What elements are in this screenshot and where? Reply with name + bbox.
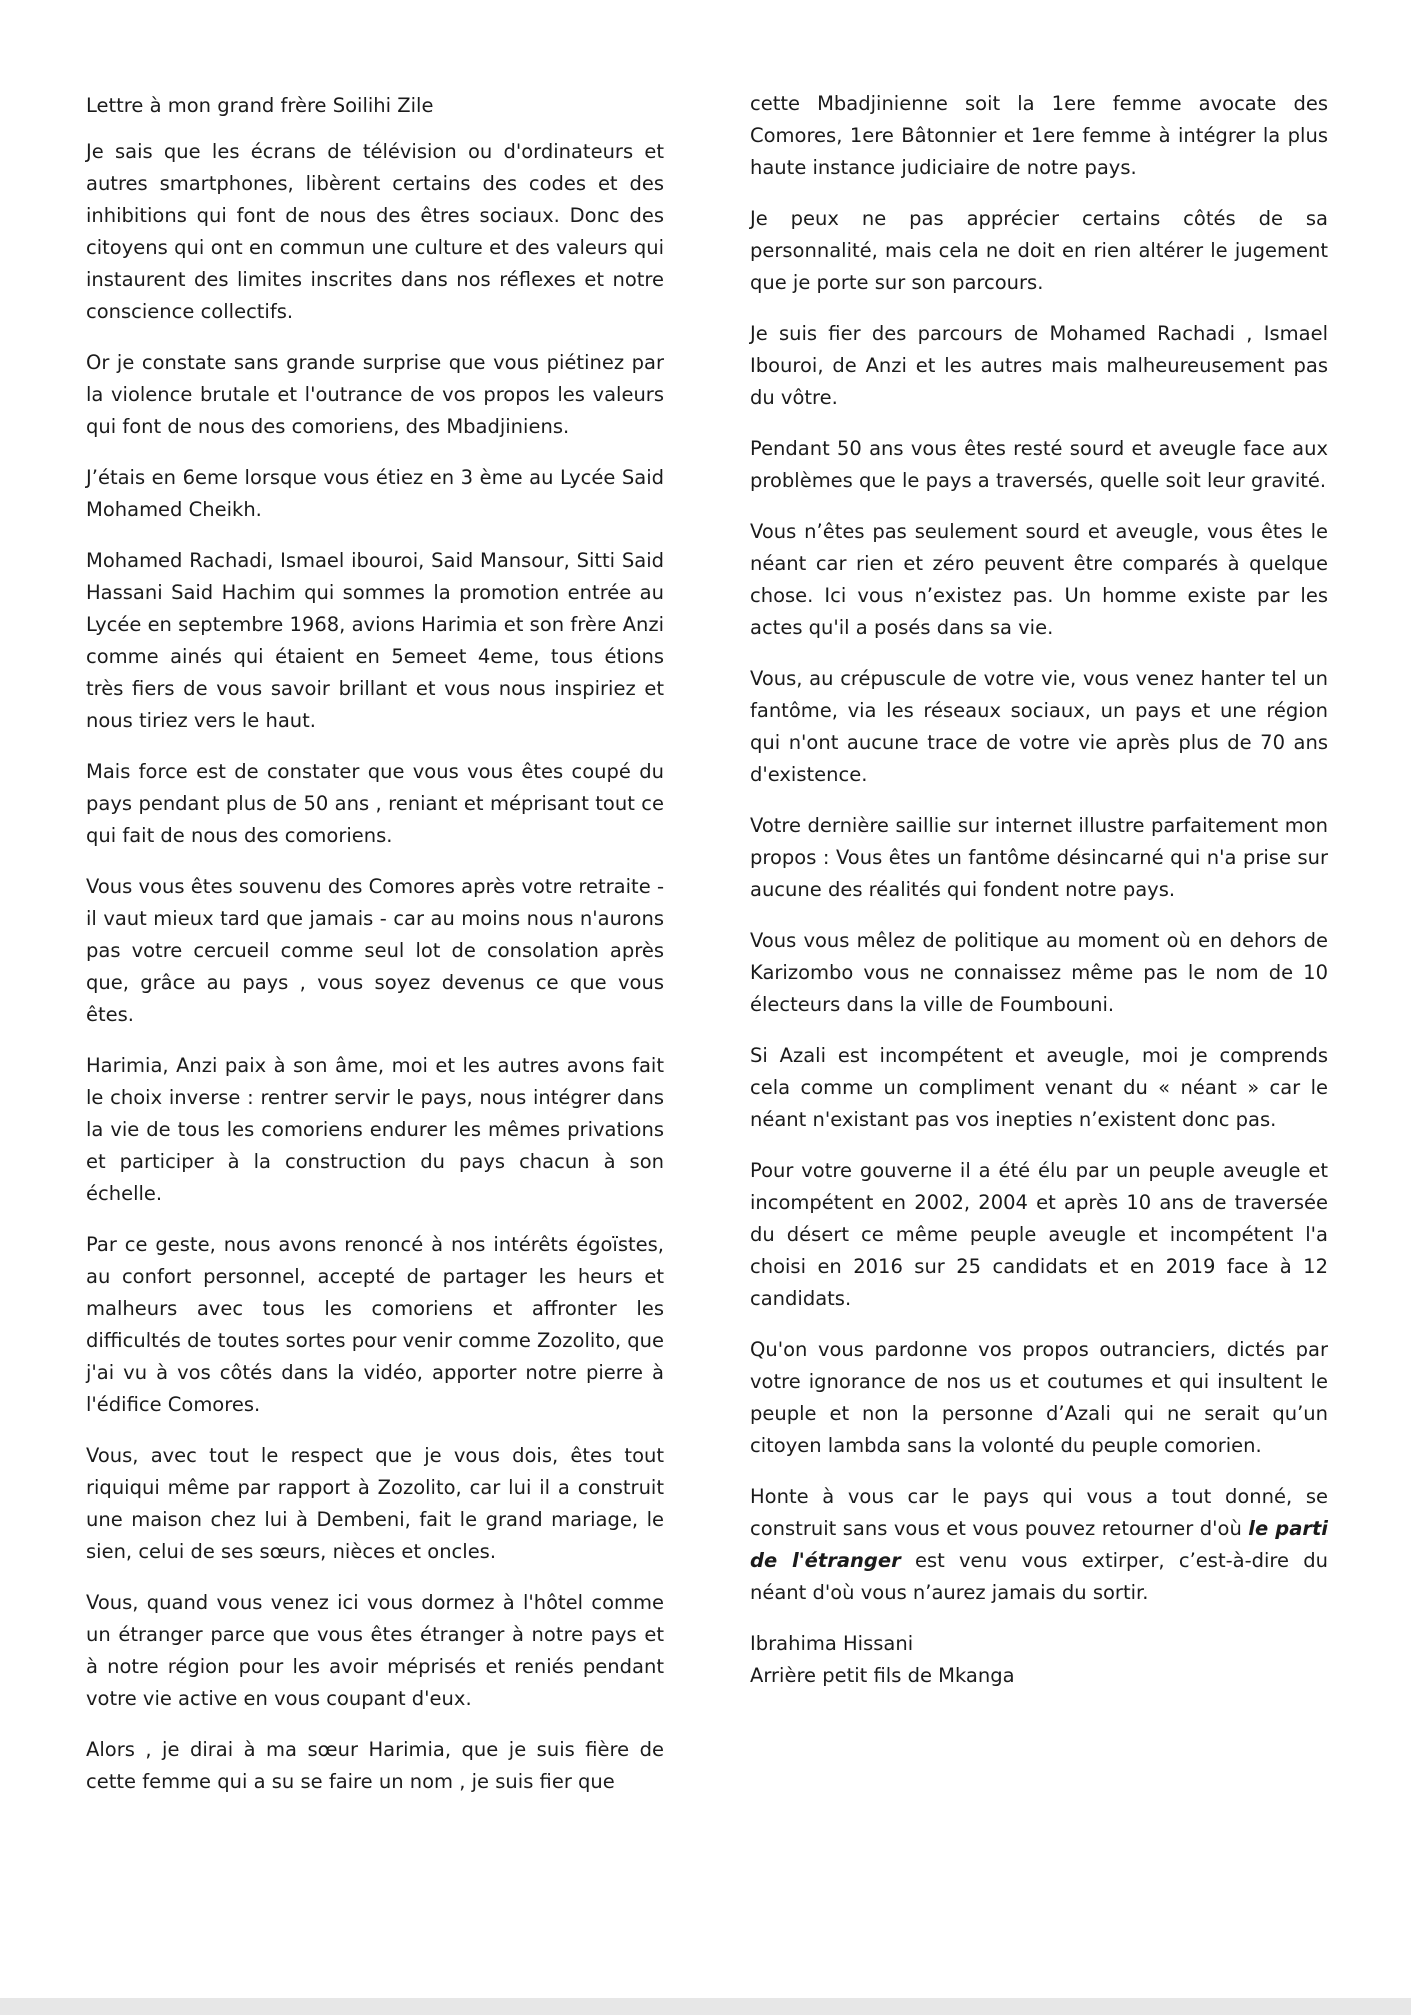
signature-line: Arrière petit fils de Mkanga (750, 1664, 1015, 1687)
paragraph: Vous vous êtes souvenu des Comores après votre retraite - il vaut mieux tard que jamais - car au moins nous n'aurons pas votre cercueil comme seul lot de consolation après que, grâce au pays , vous soyez devenus ce que vous êtes. (86, 875, 664, 1026)
paragraph: Mohamed Rachadi, Ismael ibouroi, Said Mansour, Sitti Said Hassani Said Hachim qui sommes la promotion entrée au Lycée en septembre 1968, avions Harimia et son frère Anzi comme ainés qui étaient en 5emeet 4eme, tous étions très fiers de vous savoir brillant et vous nous inspiriez et nous tiriez vers le haut. (86, 549, 664, 732)
paragraph: Vous, au crépuscule de votre vie, vous venez hanter tel un fantôme, via les réseaux sociaux, un pays et une région qui n'ont aucune trace de votre vie après plus de 70 ans d'existence. (750, 667, 1328, 786)
right-column (750, 88, 1328, 1692)
paragraph: Mais force est de constater que vous vous êtes coupé du pays pendant plus de 50 ans , reniant et méprisant tout ce qui fait de nous des comoriens. (86, 760, 664, 847)
paragraph: Par ce geste, nous avons renoncé à nos intérêts égoïstes, au confort personnel, accepté de partager les heurs et malheurs avec tous les comoriens et affronter les difficultés de toutes sortes pour venir comme Zozolito, que j'ai vu à vos côtés dans la vidéo, apporter notre pierre à l'édifice Comores. (86, 1233, 665, 1416)
paragraph: Votre dernière saillie sur internet illustre parfaitement mon propos : Vous êtes un fantôme désincarné qui n'a prise sur aucune des réalités qui fondent notre pays. (750, 814, 1328, 901)
paragraph: Pendant 50 ans vous êtes resté sourd et aveugle face aux problèmes que le pays a traversés, quelle soit leur gravité. (750, 437, 1328, 492)
paragraph: Alors , je dirai à ma sœur Harimia, que je suis fière de cette femme qui a su se faire un nom , je suis fier que (86, 1738, 664, 1793)
letter-title: Lettre à mon grand frère Soilihi Zile (86, 94, 434, 117)
paragraph: Or je constate sans grande surprise que vous piétinez par la violence brutale et l'outrance de vos propos les valeurs qui font de nous des comoriens, des Mbadjiniens. (86, 351, 664, 438)
paragraph: Vous, avec tout le respect que je vous dois, êtes tout riquiqui même par rapport à Zozolito, car lui il a construit une maison chez lui à Dembeni, fait le grand mariage, le sien, celui de ses sœurs, nièces et oncles. (86, 1444, 664, 1563)
paragraph: Harimia, Anzi paix à son âme, moi et les autres avons fait le choix inverse : rentrer servir le pays, nous intégrer dans la vie de tous les comoriens endurer les mêmes privations et participer à la construction du pays chacun à son échelle. (86, 1054, 664, 1205)
paragraph: Pour votre gouverne il a été élu par un peuple aveugle et incompétent en 2002, 2004 et après 10 ans de traversée du désert ce même peuple aveugle et incompétent l'a choisi en 2016 sur 25 candidats et en 2019 face à 12 candidats. (750, 1159, 1328, 1310)
paragraph: J’étais en 6eme lorsque vous étiez en 3 ème au Lycée Said Mohamed Cheikh. (86, 466, 664, 521)
paragraph: Vous, quand vous venez ici vous dormez à l'hôtel comme un étranger parce que vous êtes étranger à notre pays et à notre région pour les avoir méprisés et reniés pendant votre vie active en vous coupant d'eux. (86, 1591, 664, 1710)
closing-paragraph (750, 1481, 1328, 1609)
paragraph: Je peux ne pas apprécier certains côtés de sa personnalité, mais cela ne doit en rien altérer le jugement que je porte sur son parcours. (750, 207, 1328, 294)
paragraph: Si Azali est incompétent et aveugle, moi je comprends cela comme un compliment venant du « néant » car le néant n'existant pas vos inepties n’existent donc pas. (750, 1044, 1328, 1131)
paragraph: cette Mbadjinienne soit la 1ere femme avocate des Comores, 1ere Bâtonnier et 1ere femme à intégrer la plus haute instance judiciaire de notre pays. (750, 92, 1328, 179)
paragraph: Qu'on vous pardonne vos propos outranciers, dictés par votre ignorance de nos us et coutumes et qui insultent le peuple et non la personne d’Azali qui ne serait qu’un citoyen lambda sans la volonté du peuple comorien. (750, 1338, 1328, 1457)
page-bottom-strip (0, 1998, 1411, 2015)
paragraph: Vous vous mêlez de politique au moment où en dehors de Karizombo vous ne connaissez même pas le nom de 10 électeurs dans la ville de Foumbouni. (750, 929, 1328, 1016)
paragraph: Vous n’êtes pas seulement sourd et aveugle, vous êtes le néant car rien et zéro peuvent être comparés à quelque chose. Ici vous n’existez pas. Un homme existe par les actes qu'il a posés dans sa vie. (750, 520, 1328, 639)
closing-emphasis: le parti de l'étranger (750, 1517, 1328, 1572)
left-column (86, 90, 664, 1817)
paragraph: Je suis fier des parcours de Mohamed Rachadi , Ismael Ibouroi, de Anzi et les autres mais malheureusement pas du vôtre. (750, 322, 1328, 409)
paragraph: Je sais que les écrans de télévision ou d'ordinateurs et autres smartphones, libèrent certains des codes et des inhibitions qui font de nous des êtres sociaux. Donc des citoyens qui ont en commun une culture et des valeurs qui instaurent des limites inscrites dans nos réflexes et notre conscience collectifs. (86, 140, 664, 323)
closing-text-start: Honte à vous car le pays qui vous a tout donné, se construit sans vous et vous pouvez retourner d'où (750, 1485, 1328, 1540)
signature-name: Ibrahima Hissani (750, 1632, 914, 1655)
closing-text-end: est venu vous extirper, c’est-à-dire du néant d'où vous n’aurez jamais du sortir. (750, 1549, 1329, 1604)
